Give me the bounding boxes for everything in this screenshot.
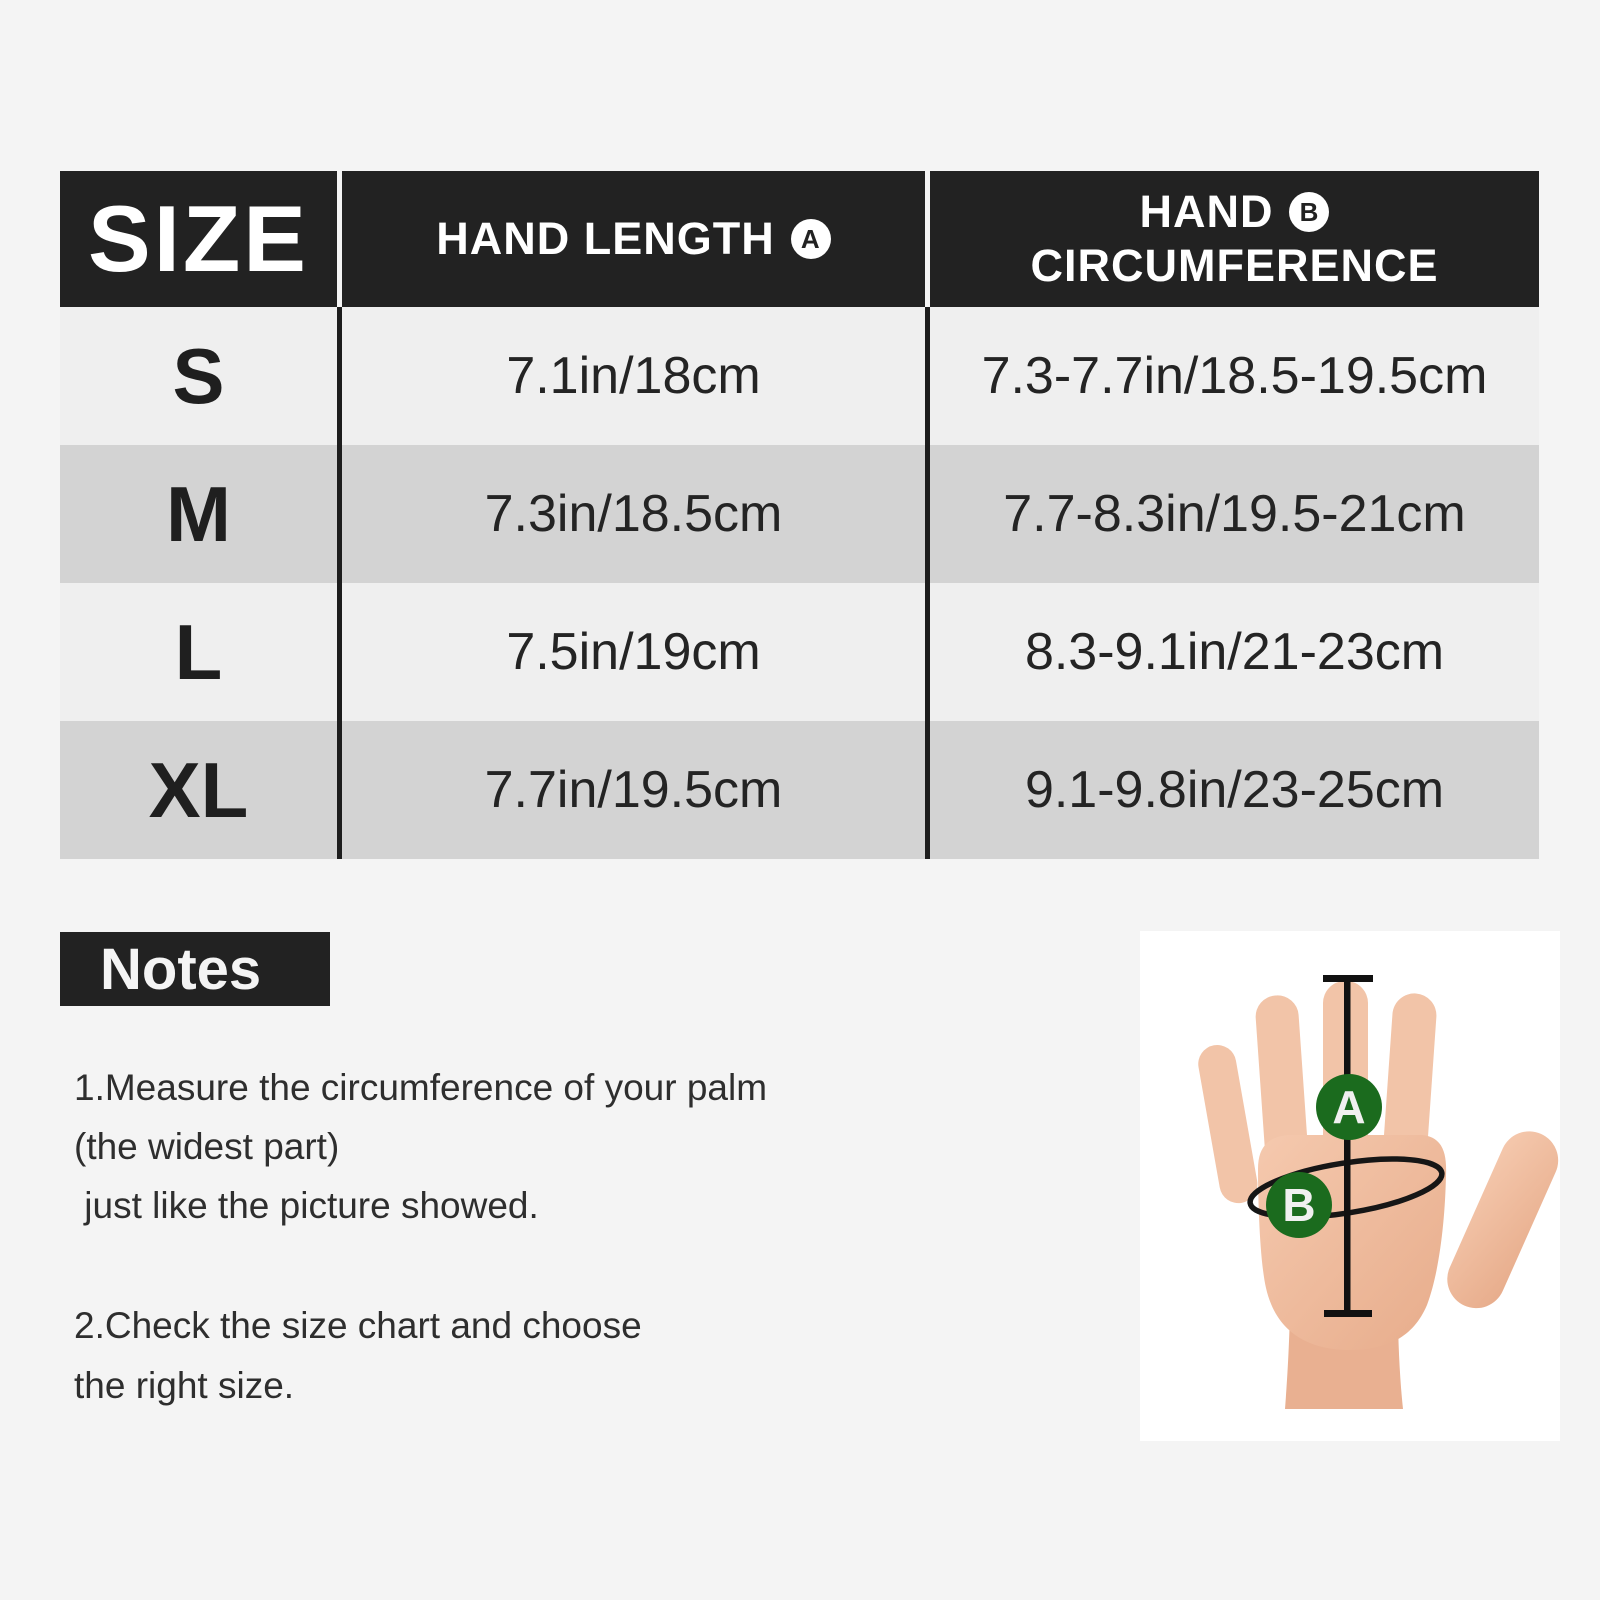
notes-title: Notes: [100, 936, 262, 1002]
badge-a-letter: A: [800, 224, 821, 254]
note-1-line-1: 1.Measure the circumference of your palm: [74, 1067, 768, 1108]
diagram-badge-a-letter: A: [1332, 1081, 1366, 1133]
header-size-cell: [60, 171, 337, 307]
table-row-s-size: S: [60, 307, 337, 445]
header-hand-length-label: HAND LENGTH: [436, 213, 775, 264]
header-hand-length-cell: [337, 171, 925, 307]
note-2: [74, 1296, 642, 1416]
header-hand-circumference-line1: [1139, 185, 1329, 239]
table-row-m-hand-length: 7.3in/18.5cm: [337, 445, 925, 583]
table-row-xl-hand-circumference: 9.1-9.8in/23-25cm: [925, 721, 1539, 859]
table-row-l-hand-length: 7.5in/19cm: [337, 583, 925, 721]
notes-title-box: [60, 932, 330, 1006]
table-row-s-hand-circumference: 7.3-7.7in/18.5-19.5cm: [925, 307, 1539, 445]
header-hand-circumference-stack: [1030, 185, 1438, 293]
header-size-label: SIZE: [88, 186, 309, 291]
diagram-badge-a-icon: [1316, 1074, 1382, 1140]
note-1: [74, 1058, 767, 1235]
header-hand-label: HAND: [1139, 186, 1274, 237]
table-row-m-size: M: [60, 445, 337, 583]
note-2-line-2: the right size.: [74, 1365, 295, 1406]
table-row-l-size: L: [60, 583, 337, 721]
note-1-line-3: just like the picture showed.: [74, 1185, 539, 1226]
table-row-m-hand-circumference: 7.7-8.3in/19.5-21cm: [925, 445, 1539, 583]
hand-measurement-illustration: [1140, 931, 1560, 1441]
header-circumference-label: CIRCUMFERENCE: [1030, 240, 1439, 291]
diagram-badge-b-letter: B: [1282, 1179, 1316, 1231]
table-row-xl-size: XL: [60, 721, 337, 859]
table-row-s-hand-length: 7.1in/18cm: [337, 307, 925, 445]
badge-b-letter: B: [1299, 197, 1320, 227]
table-row-l-hand-circumference: 8.3-9.1in/21-23cm: [925, 583, 1539, 721]
note-1-line-2: (the widest part): [74, 1126, 340, 1167]
badge-a-icon: [791, 219, 831, 259]
table-row-xl-hand-length: 7.7in/19.5cm: [337, 721, 925, 859]
note-2-line-1: 2.Check the size chart and choose: [74, 1305, 642, 1346]
header-hand-circumference-cell: [925, 171, 1539, 307]
hand-palm: [1258, 1135, 1446, 1350]
badge-b-icon: [1289, 192, 1329, 232]
size-table: [60, 171, 1539, 859]
diagram-badge-b-icon: [1266, 1172, 1332, 1238]
